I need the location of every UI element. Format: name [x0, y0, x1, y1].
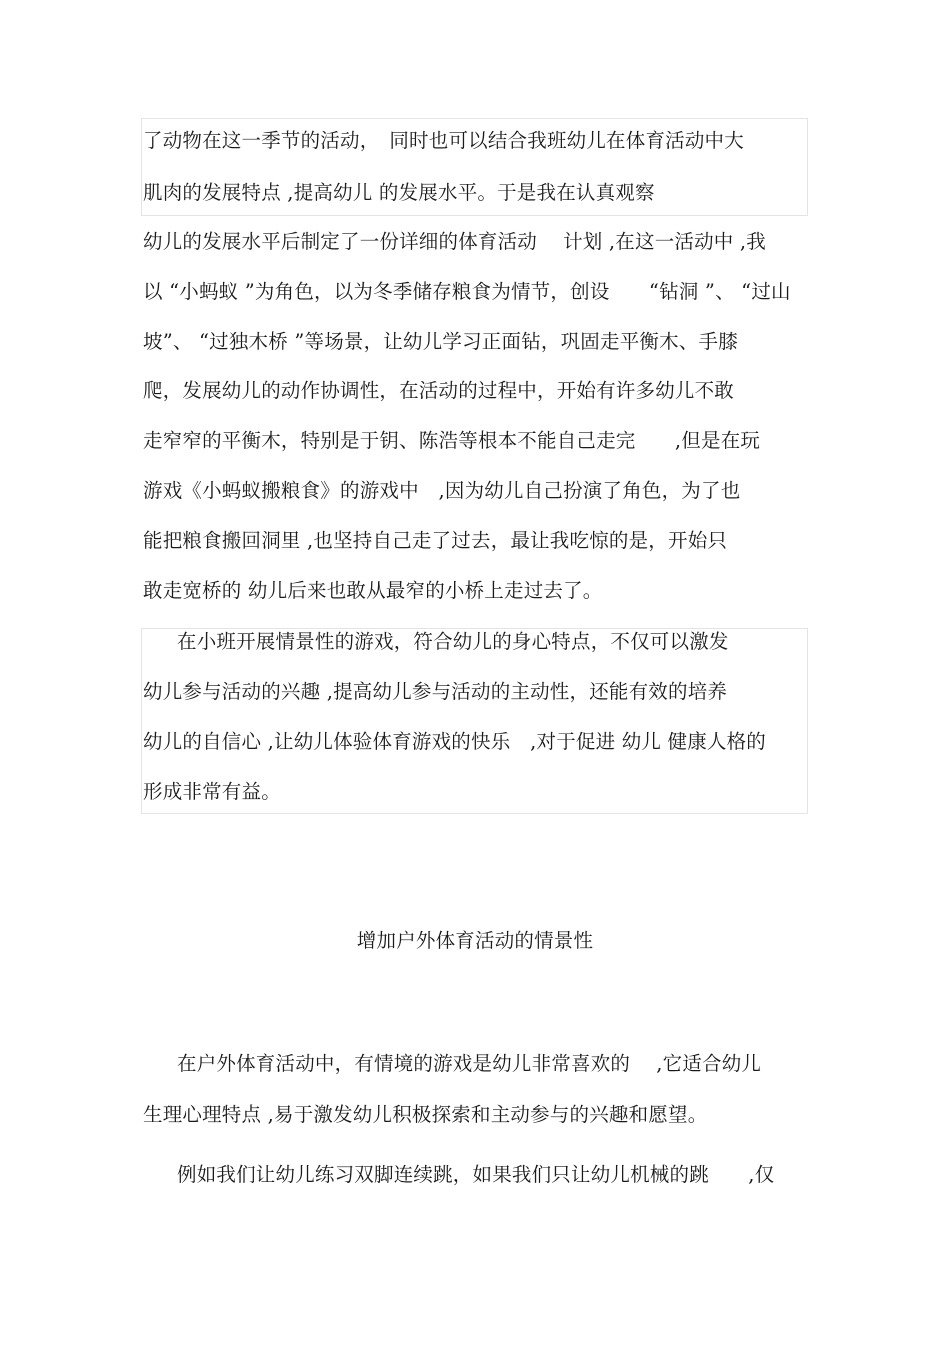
paragraph-1-line-4: 以 “小蚂蚁 ”为角色，以为冬季储存粮食为情节，创设 “钻洞 ”、 “过山 [143, 280, 791, 303]
paragraph-2-line-3: 幼儿的自信心 ,让幼儿体验体育游戏的快乐 ,对于促进 幼儿 健康人格的 [143, 730, 766, 753]
paragraph-2-line-2: 幼儿参与活动的兴趣 ,提高幼儿参与活动的主动性，还能有效的培养 [143, 680, 728, 703]
paragraph-1-line-1: 了动物在这一季节的活动， 同时也可以结合我班幼儿在体育活动中大 [143, 129, 744, 152]
paragraph-1-line-3: 幼儿的发展水平后制定了一份详细的体育活动 计划 ,在这一活动中 ,我 [143, 230, 766, 253]
paragraph-2-line-1: 在小班开展情景性的游戏，符合幼儿的身心特点，不仅可以激发 [177, 630, 729, 653]
section-heading: 增加户外体育活动的情景性 [356, 929, 594, 952]
paragraph-1-line-7: 走窄窄的平衡木，特别是于钥、陈浩等根本不能自己走完 ,但是在玩 [143, 429, 761, 452]
paragraph-4-line-1: 例如我们让幼儿练习双脚连续跳，如果我们只让幼儿机械的跳 ,仅 [177, 1163, 775, 1186]
paragraph-1-line-6: 爬，发展幼儿的动作协调性，在活动的过程中，开始有许多幼儿不敢 [143, 379, 735, 402]
paragraph-1-line-5: 坡”、 “过独木桥 ”等场景，让幼儿学习正面钻，巩固走平衡木、手膝 [143, 330, 738, 353]
paragraph-3-line-1: 在户外体育活动中，有情境的游戏是幼儿非常喜欢的 ,它适合幼儿 [177, 1052, 762, 1075]
paragraph-1-line-10: 敢走宽桥的 幼儿后来也敢从最窄的小桥上走过去了。 [143, 579, 603, 602]
paragraph-1-line-9: 能把粮食搬回洞里 ,也坚持自己走了过去，最让我吃惊的是，开始只 [143, 529, 728, 552]
paragraph-1-line-8: 游戏《小蚂蚁搬粮食》的游戏中 ,因为幼儿自己扮演了角色，为了也 [143, 479, 741, 502]
paragraph-3-line-2: 生理心理特点 ,易于激发幼儿积极探索和主动参与的兴趣和愿望。 [143, 1103, 708, 1126]
paragraph-1-line-2: 肌肉的发展特点 ,提高幼儿 的发展水平。于是我在认真观察 [143, 181, 655, 204]
paragraph-2-line-4: 形成非常有益。 [143, 780, 281, 803]
